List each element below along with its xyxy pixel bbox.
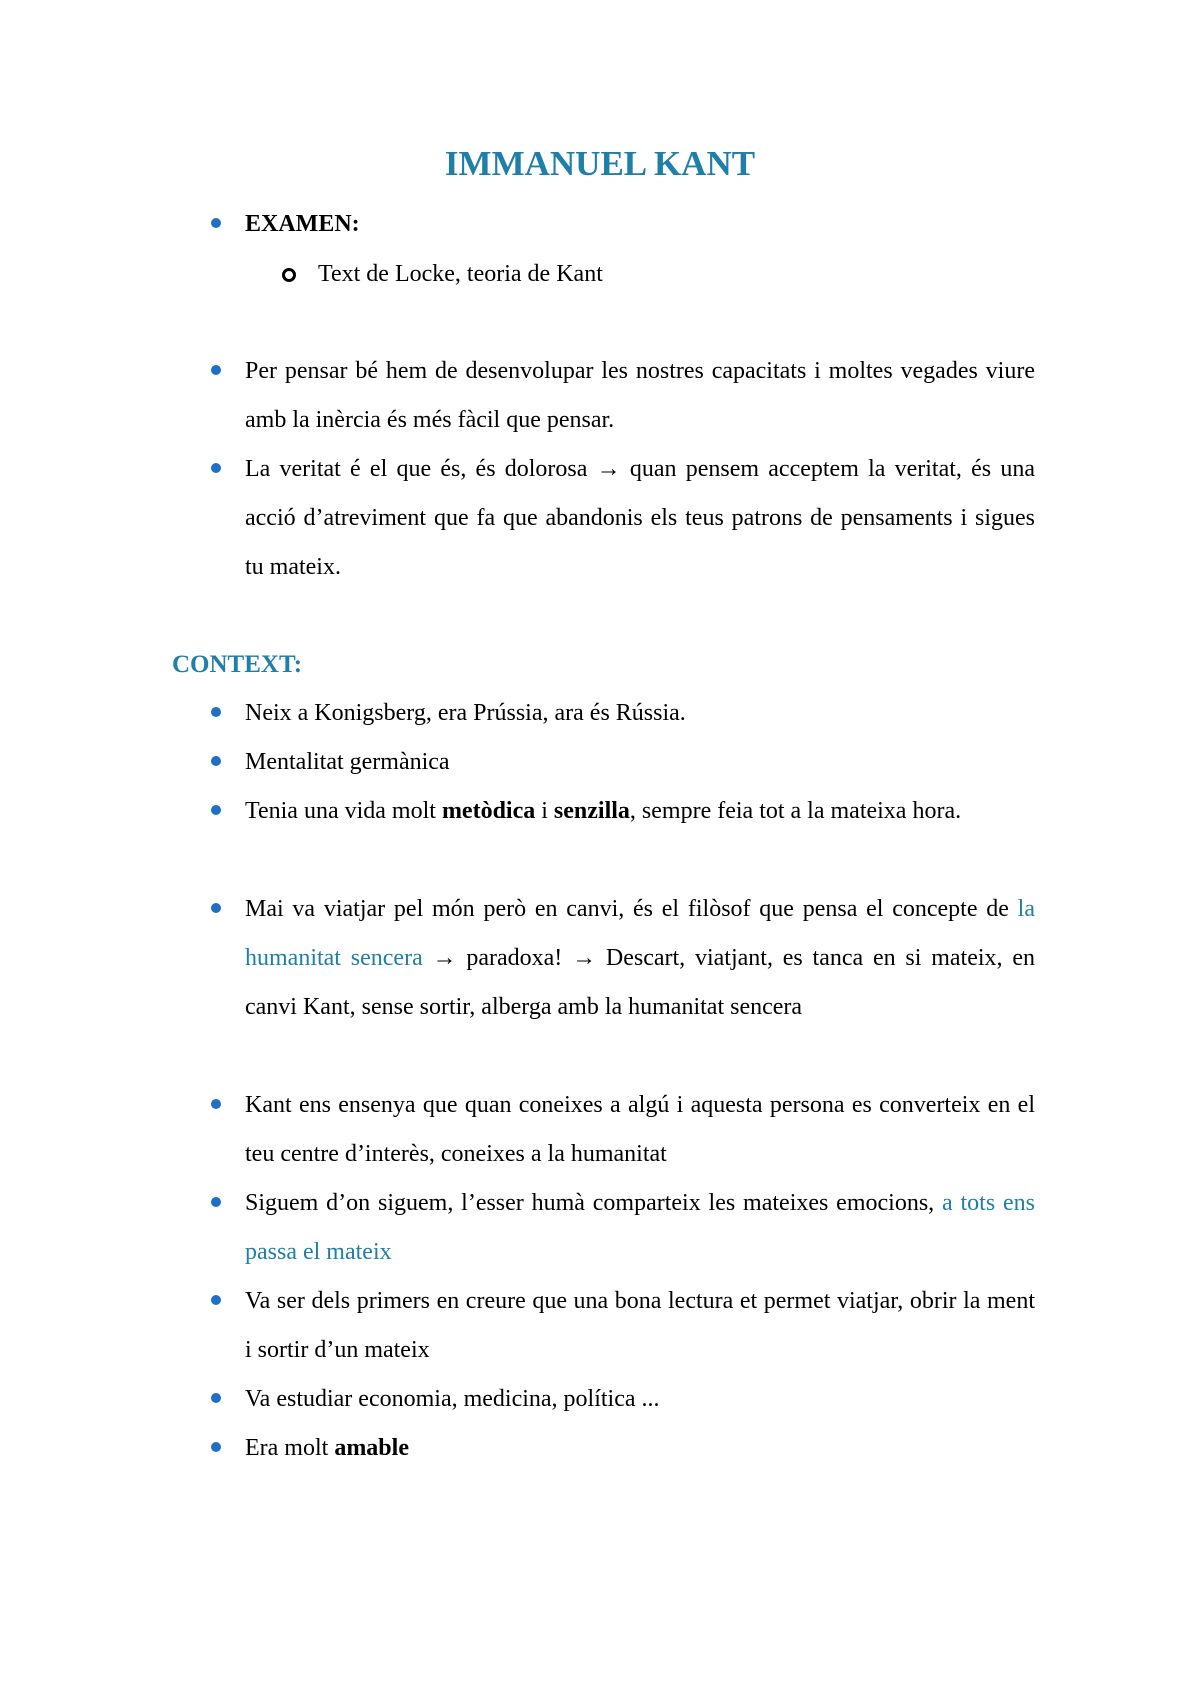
list-item: Siguem d’on siguem, l’esser humà comparteix les mateixes emocions, a tots ens passa el mateix	[245, 1190, 1035, 1265]
circle-bullet-icon	[282, 268, 296, 282]
arrow-icon: →	[596, 456, 621, 482]
section-heading-context: CONTEXT:	[172, 651, 303, 678]
arrow-icon: →	[572, 945, 597, 971]
list-item: Kant ens ensenya que quan coneixes a algú i aquesta persona es converteix en el teu centre d’interès, coneixes a la humanitat	[245, 1092, 1035, 1167]
bullet-icon	[211, 1295, 221, 1305]
list-item: Mai va viatjar pel món però en canvi, és el filòsof que pensa el concepte de la humanitat sencera → paradoxa! → Descart, viatjant, es tanca en si mateix, en canvi Kant, sense sortir, alberga amb la humanitat sencera	[245, 896, 1035, 1020]
examen-sub-item: Text de Locke, teoria de Kant	[318, 261, 603, 287]
page-title: IMMANUEL KANT	[444, 144, 756, 183]
bullet-icon	[211, 1442, 221, 1452]
list-item: Neix a Konigsberg, era Prússia, ara és Rússia.	[245, 700, 686, 726]
bullet-icon	[211, 903, 221, 913]
list-item: La veritat é el que és, és dolorosa → quan pensem acceptem la veritat, és una acció d’atreviment que fa que abandonis els teus patrons de pensaments i sigues tu mateix.	[245, 456, 1036, 580]
bullet-icon	[211, 805, 221, 815]
arrow-icon: →	[432, 945, 457, 971]
list-item: Era molt amable	[245, 1435, 409, 1461]
bullet-icon	[211, 756, 221, 766]
bullet-icon	[211, 707, 221, 717]
bullet-icon	[211, 1197, 221, 1207]
highlight-text: la humanitat sencera	[245, 896, 1035, 971]
bullet-icon	[211, 365, 221, 375]
list-item: Per pensar bé hem de desenvolupar les nostres capacitats i moltes vegades viure amb la inèrcia és més fàcil que pensar.	[245, 358, 1035, 433]
list-item: Tenia una vida molt metòdica i senzilla, sempre feia tot a la mateixa hora.	[245, 798, 962, 824]
list-item: Va ser dels primers en creure que una bona lectura et permet viatjar, obrir la ment i sortir d’un mateix	[245, 1288, 1035, 1363]
bullet-icon	[211, 463, 221, 473]
highlight-text: a tots ens passa el mateix	[245, 1190, 1035, 1265]
list-item: Mentalitat germànica	[245, 749, 450, 775]
examen-label: EXAMEN:	[245, 211, 360, 237]
bullet-icon	[211, 1099, 221, 1109]
bullet-icon	[211, 1393, 221, 1403]
list-item: Va estudiar economia, medicina, política ...	[245, 1386, 660, 1412]
bullet-icon	[211, 218, 221, 228]
